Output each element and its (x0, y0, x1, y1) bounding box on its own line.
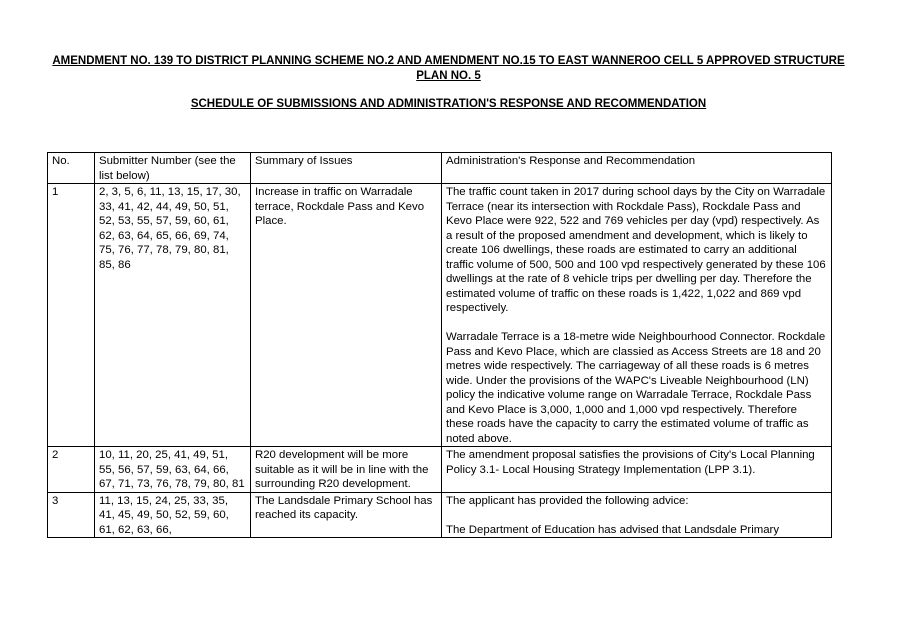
issue-summary: R20 development will be more suitable as it will be in line with the surrounding R20 development. (251, 447, 442, 493)
document-heading: AMENDMENT NO. 139 TO DISTRICT PLANNING SCHEME NO.2 AND AMENDMENT NO.15 TO EAST WANNEROO CELL 5 APPROVED STRUCTURE PLAN NO. 5 (52, 55, 845, 82)
issue-summary: Increase in traffic on Warradale terrace, Rockdale Pass and Kevo Place. (251, 184, 442, 447)
response-paragraph: The Department of Education has advised that Landsdale Primary (446, 523, 780, 536)
response-paragraph: The applicant has provided the following advice: (446, 494, 689, 507)
document-subheading: SCHEDULE OF SUBMISSIONS AND ADMINISTRATION'S RESPONSE AND RECOMMENDATION (190, 98, 707, 110)
response-paragraph: The amendment proposal satisfies the provisions of City's Local Planning Policy 3.1- Local Housing Strategy Implementation (LPP 3.1). (446, 449, 815, 476)
header-no: No. (48, 153, 95, 184)
response-cell (442, 492, 832, 538)
submitter-numbers: 2, 3, 5, 6, 11, 13, 15, 17, 30, 33, 41, 42, 44, 49, 50, 51, 52, 53, 55, 57, 59, 60, 61, 62, 63, 64, 65, 66, 69, 74, 75, 76, 77, 78, 79, 80, 81, 85, 86 (95, 184, 251, 447)
row-number: 3 (48, 492, 95, 538)
table-row (48, 447, 832, 493)
response-cell (442, 447, 832, 493)
submissions-table (47, 152, 832, 538)
issue-summary: The Landsdale Primary School has reached its capacity. (251, 492, 442, 538)
table-header-row (48, 153, 832, 184)
header-submitter: Submitter Number (see the list below) (95, 153, 251, 184)
submitter-numbers: 10, 11, 20, 25, 41, 49, 51, 55, 56, 57, 59, 63, 64, 66, 67, 71, 73, 76, 78, 79, 80, 81 (95, 447, 251, 493)
row-number: 2 (48, 447, 95, 493)
table-row (48, 184, 832, 447)
header-response: Administration's Response and Recommendation (442, 153, 832, 184)
response-paragraph: Warradale Terrace is a 18-metre wide Neighbourhood Connector. Rockdale Pass and Kevo Place, which are classied as Access Streets are 18 and 20 metres wide respectively. The carriageway of all these roads is 6 metres wide. Under the provisions of the WAPC's Liveable Neighbourhood (LN) policy the indicative volume range on Warradale Terrace, Rockdale Pass and Kevo Place is 3,000, 1,000 and 1,000 vpd respectively. Therefore these roads have the capacity to carry the estimated volume of traffic as noted above. (446, 331, 826, 445)
submitter-numbers: 11, 13, 15, 24, 25, 33, 35, 41, 45, 49, 50, 52, 59, 60, 61, 62, 63, 66, (95, 492, 251, 538)
response-cell (442, 184, 832, 447)
row-number: 1 (48, 184, 95, 447)
response-paragraph: The traffic count taken in 2017 during school days by the City on Warradale Terrace (near its intersection with Rockdale Pass), Rockdale Pass and Kevo Place were 922, 522 and 769 vehicles per day (vpd) respectively. As a result of the proposed amendment and development, which is likely to create 106 dwellings, these roads are estimated to carry an additional traffic volume of 500, 500 and 100 vpd respectively generated by these 106 dwellings at the rate of 8 vehicle trips per dwelling per day. Therefore the estimated volume of traffic on these roads is 1,422, 1,022 and 869 vpd respectively. (446, 186, 826, 314)
table-row (48, 492, 832, 538)
header-summary: Summary of Issues (251, 153, 442, 184)
